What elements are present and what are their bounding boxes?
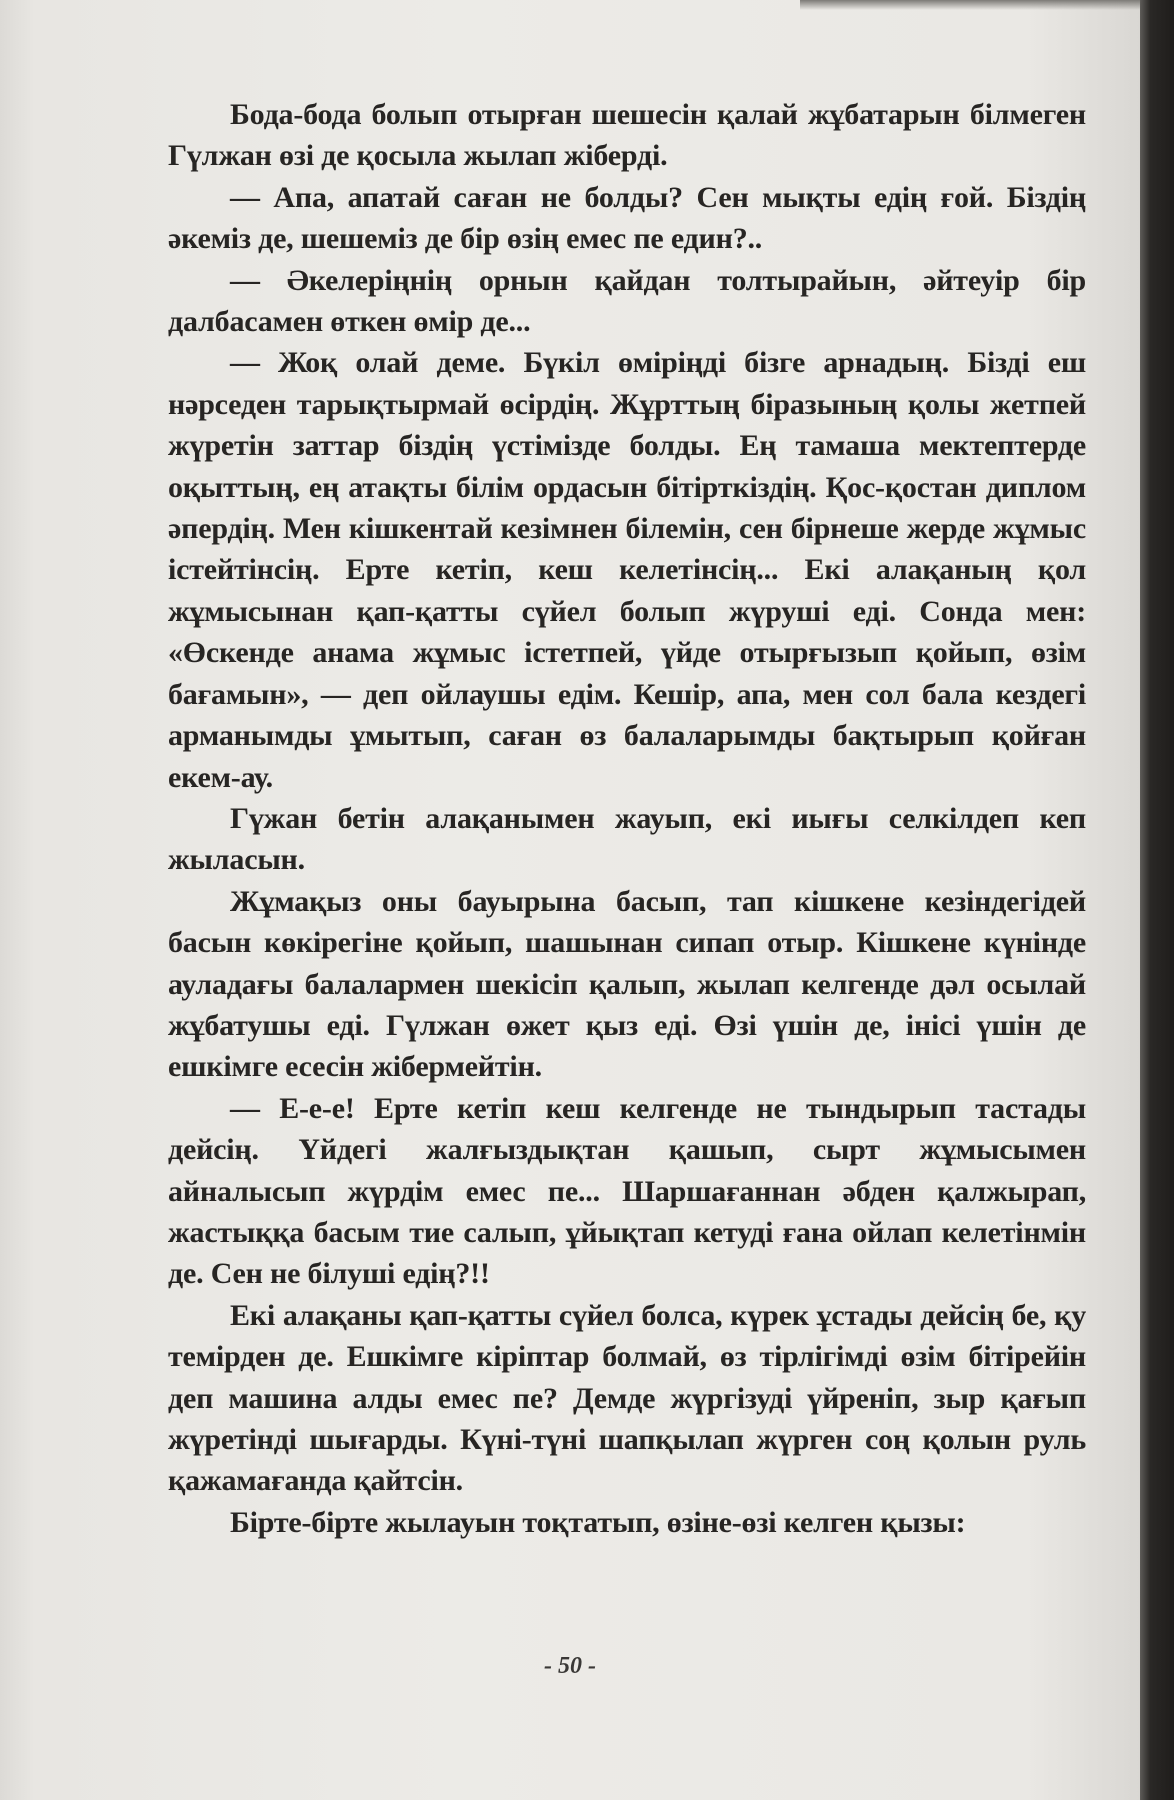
paragraph-6: Жұмақыз оны бауырына басып, тап кішкене кезіндегідей басын көкірегіне қойып, шашынан сипап отыр. Кішкене күнінде ауладағы балалармен шекісіп қалып, жылап келгенде дәл осылай жұбатушы еді. Гүлжан өжет қыз еді. Өзі үшін де, інісі үшін де ешкімге есесін жібермейтін. bbox=[168, 884, 1086, 1084]
paragraph-7: — Е-е-е! Ерте кетіп кеш келгенде не тындырып тастады дейсің. Үйдегі жалғыздықтан қашып, сырт жұмысымен айналысып жүрдім емес пе... Шаршағаннан әбден қалжырап, жастыққа басым тие салып, ұйықтап кетуді ғана ойлап келетінмін де. Сен не білуші едің?!! bbox=[168, 1091, 1086, 1291]
scan-right-edge bbox=[1140, 0, 1174, 1800]
scan-top-shadow bbox=[800, 0, 1174, 10]
paragraph-3: — Әкелеріңнің орнын қайдан толтырайын, әйтеуір бір далбасамен өткен өмір де... bbox=[168, 263, 1086, 339]
paragraph-8: Екі алақаны қап-қатты сүйел болса, күрек ұстады дейсің бе, қу темірден де. Ешкімге кіріптар болмай, өз тірлігімді өзім бітірейін деп машина алды емес пе? Демде жүргізуді үйреніп, зыр қағып жүретінді шығарды. Күні-түні шапқылап жүрген соң қолын руль қажамағанда қайтсін. bbox=[168, 1298, 1086, 1498]
paragraph-5: Гүжан бетін алақанымен жауып, екі иығы селкілдеп кеп жыласын. bbox=[168, 801, 1086, 877]
paragraph-9: Бірте-бірте жылауын тоқтатып, өзіне-өзі келген қызы: bbox=[230, 1505, 966, 1539]
paragraph-2: — Апа, апатай саған не болды? Сен мықты едің ғой. Біздің әкеміз де, шешеміз де бір өзің емес пе един?.. bbox=[168, 180, 1086, 256]
paragraph-1: Бода-бода болып отырған шешесін қалай жұбатарын білмеген Гүлжан өзі де қосыла жылап жіберді. bbox=[168, 98, 1086, 173]
paragraph-4: — Жоқ олай деме. Бүкіл өміріңді бізге арнадың. Бізді еш нәрседен тарықтырмай өсірдің. Жұрттың біразының қолы жетпей жүретін заттар біздің үстімізде болды. Ең тамаша мектептерде оқыттың, ең атақты білім ордасын бітірткіздің. Қос-қостан диплом әпердің. Мен кішкентай кезімнен білемін, сен бірнеше жерде жұмыс істейтінсің. Ерте кетіп, кеш келетінсің... Екі алақаның қол жұмысынан қап-қатты сүйел болып жүруші еді. Сонда мен: «Өскенде анама жұмыс істетпей, үйде отырғызып қойып, өзім бағамын», — деп ойлаушы едім. Кешір, апа, мен сол бала кездегі арманымды ұмытып, саған өз балаларымды бақтырып қойған екем-ау. bbox=[168, 346, 1086, 794]
body-text bbox=[168, 94, 1086, 1543]
page-number: - 50 - bbox=[544, 1653, 596, 1679]
